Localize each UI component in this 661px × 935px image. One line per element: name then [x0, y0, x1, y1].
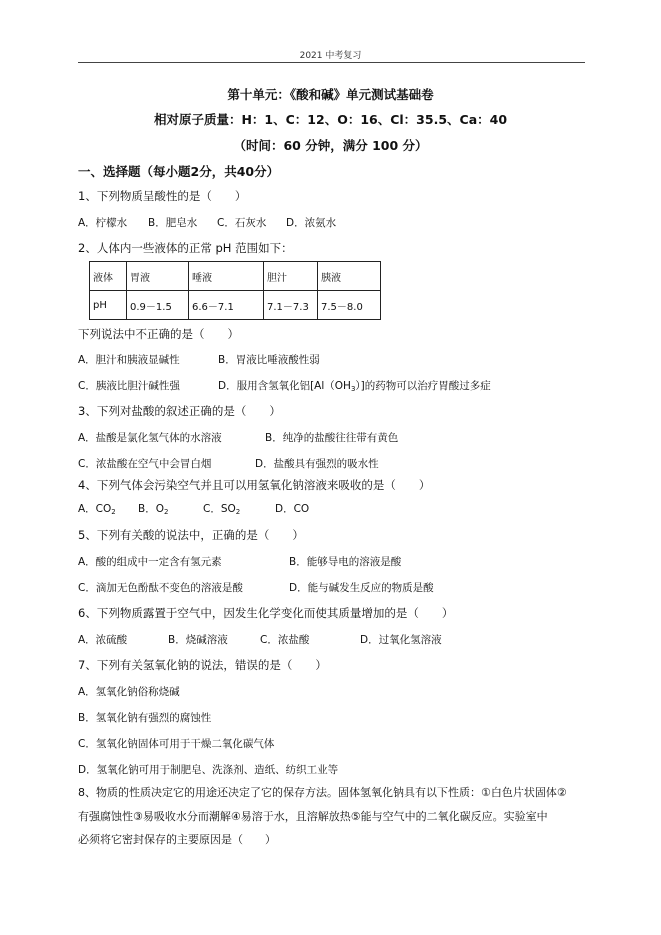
question-4-stem: 4、下列气体会污染空气并且可以用氢氧化钠溶液来吸收的是（ ）	[78, 478, 431, 492]
q4-option-c-subscript: 2	[235, 508, 241, 516]
time-score-line: （时间：60 分钟，满分 100 分）	[233, 138, 428, 153]
q3-option-b: B．纯净的盐酸往往带有黄色	[265, 432, 399, 444]
q1-option-c: C．石灰水	[217, 217, 267, 229]
q4-option-b-subscript: 2	[163, 508, 169, 516]
q2-option-b: B．胃液比唾液酸性弱	[218, 354, 320, 366]
q7-option-b: B．氢氧化钠有强烈的腐蚀性	[78, 712, 212, 724]
question-3-stem: 3、下列对盐酸的叙述正确的是（ ）	[78, 404, 281, 418]
q4-option-b	[138, 501, 168, 516]
q1-option-d: D．浓氨水	[286, 217, 337, 229]
question-2-stem: 2、人体内一些液体的正常 pH 范围如下：	[78, 241, 293, 255]
ph-table-cell: 胰液	[318, 262, 381, 291]
ph-table-cell: 胃液	[127, 262, 189, 291]
header-rule	[78, 62, 585, 63]
ph-table-cell: 胆汁	[264, 262, 318, 291]
ph-table-cell: 7.1－7.3	[264, 291, 318, 320]
question-8-line-1: 8、物质的性质决定它的用途还决定了它的保存方法。固体氢氧化钠具有以下性质：①白色片状固体②	[78, 786, 567, 799]
section-heading: 一、选择题（每小题2分，共40分）	[78, 164, 280, 179]
q1-option-a: A．柠檬水	[78, 217, 128, 229]
ph-table	[89, 261, 381, 320]
q7-option-a: A．氢氧化钠俗称烧碱	[78, 686, 180, 698]
ph-table-cell: 液体	[90, 262, 127, 291]
question-6-stem: 6、下列物质露置于空气中，因发生化学变化而使其质量增加的是（ ）	[78, 606, 454, 620]
atomic-mass-line: 相对原子质量：H：1、C：12、O：16、Cl：35.5、Ca：40	[153, 112, 508, 127]
q1-option-b: B．肥皂水	[148, 217, 198, 229]
ph-table-cell: 7.5－8.0	[318, 291, 381, 320]
q7-option-d: D．氢氧化钠可用于制肥皂、洗涤剂、造纸、纺织工业等	[78, 764, 339, 776]
q2-option-d-subscript: 3	[350, 385, 356, 393]
question-7-stem: 7、下列有关氢氧化钠的说法，错误的是（ ）	[78, 658, 327, 672]
q2-option-d-tail: ）]的药物可以治疗胃酸过多症	[355, 380, 491, 392]
q3-option-d: D．盐酸具有强烈的吸水性	[255, 458, 379, 470]
q6-option-c: C．浓盐酸	[260, 634, 310, 646]
question-8-line-3: 必须将它密封保存的主要原因是（ ）	[78, 833, 276, 846]
question-1-stem: 1、下列物质呈酸性的是（ ）	[78, 189, 247, 203]
q2-option-c: C．胰液比胆汁碱性强	[78, 380, 180, 392]
q5-option-a: A．酸的组成中一定含有氢元素	[78, 556, 222, 568]
q4-option-d: D．CO	[275, 503, 310, 515]
q4-option-a-text: A．CO	[78, 503, 112, 515]
q4-option-c-text: C．SO	[203, 503, 236, 515]
q5-option-d: D．能与碱发生反应的物质是酸	[289, 582, 434, 594]
exam-title: 第十单元：《酸和碱》单元测试基础卷	[227, 87, 434, 102]
q3-option-c: C．浓盐酸在空气中会冒白烟	[78, 458, 212, 470]
q6-option-b: B．烧碱溶液	[168, 634, 228, 646]
q2-option-d	[218, 378, 491, 393]
q5-option-c: C．滴加无色酚酞不变色的溶液是酸	[78, 582, 243, 594]
page-header: 2021 中考复习	[299, 51, 362, 61]
q4-option-c	[203, 501, 240, 516]
question-2-prompt: 下列说法中不正确的是（ ）	[78, 327, 239, 341]
question-8-line-2: 有强腐蚀性③易吸收水分而潮解④易溶于水，且溶解放热⑤能与空气中的二氧化碳反应。实验室中	[78, 810, 548, 823]
ph-table-value-row	[90, 291, 381, 320]
ph-table-cell: 6.6－7.1	[189, 291, 264, 320]
q6-option-a: A．浓硫酸	[78, 634, 128, 646]
q2-option-d-text: D．服用含氢氧化铝[Al（OH	[218, 380, 351, 392]
ph-table-cell: 0.9－1.5	[127, 291, 189, 320]
q2-option-a: A．胆汁和胰液显碱性	[78, 354, 180, 366]
ph-table-cell: pH	[90, 291, 127, 320]
ph-table-header-row	[90, 262, 381, 291]
q6-option-d: D．过氧化氢溶液	[360, 634, 442, 646]
q4-option-a-subscript: 2	[111, 508, 116, 516]
q5-option-b: B．能够导电的溶液是酸	[289, 556, 402, 568]
question-5-stem: 5、下列有关酸的说法中，正确的是（ ）	[78, 528, 304, 542]
q4-option-b-text: B．O	[138, 503, 164, 515]
ph-table-cell: 唾液	[189, 262, 264, 291]
q7-option-c: C．氢氧化钠固体可用于干燥二氧化碳气体	[78, 738, 275, 750]
q4-option-a	[78, 501, 116, 516]
q3-option-a: A．盐酸是氯化氢气体的水溶液	[78, 432, 222, 444]
